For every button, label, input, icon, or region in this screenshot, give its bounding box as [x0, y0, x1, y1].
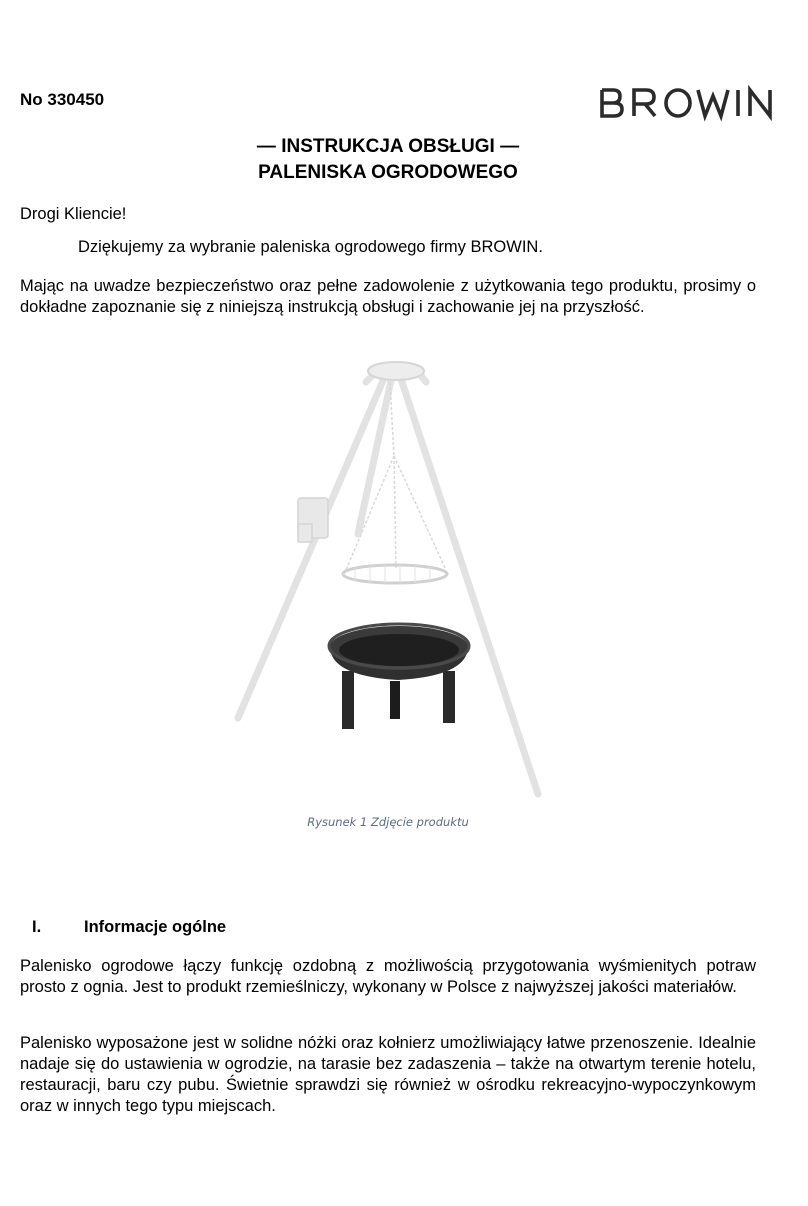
section-paragraph-2: Palenisko wyposażone jest w solidne nóżki oraz kołnierz umożliwiający łatwe przenoszenie. Idealnie nadaje się do ustawienia w ogrodzie, na tarasie bez zadaszenia – także na otwartym terenie hotelu, restauracji, baru czy pubu. Świetnie sprawdzi się również w ośrodku rekreacyjno-wypoczynkowym oraz w innych tego typu miejscach.: [20, 1034, 756, 1115]
section-paragraph-1: Palenisko ogrodowe łączy funkcję ozdobną z możliwością przygotowania wyśmienitych potraw prosto z ognia. Jest to produkt rzemieślniczy, wykonany w Polsce z najwyższej jakości materiałów.: [20, 957, 756, 996]
product-number: No 330450: [20, 90, 105, 109]
section-title: Informacje ogólne: [84, 918, 227, 936]
section-number: I.: [32, 918, 42, 936]
product-photo: [220, 346, 550, 806]
crank: [298, 498, 328, 542]
greeting: Drogi Kliencie!: [20, 205, 127, 223]
tripod-top-ring: [368, 362, 424, 380]
tripod: [238, 368, 538, 794]
browin-logo: [598, 82, 790, 122]
thanks-sentence: Dziękujemy za wybranie paleniska ogrodowego firmy BROWIN.: [78, 238, 543, 256]
figure-caption: Rysunek 1 Zdjęcie produktu: [307, 815, 469, 829]
document-title-line-2: PALENISKA OGRODOWEGO: [258, 162, 518, 183]
fire-bowl: [329, 624, 469, 729]
grill-grate: [343, 565, 447, 583]
document-title-line-1: — INSTRUKCJA OBSŁUGI —: [256, 136, 520, 157]
section-heading: [20, 918, 226, 937]
intro-paragraph: Mając na uwadze bezpieczeństwo oraz pełne zadowolenie z użytkowania tego produktu, prosimy o dokładne zapoznanie się z niniejszą instrukcją obsługi i zachowanie jej na przyszłość.: [20, 277, 756, 316]
